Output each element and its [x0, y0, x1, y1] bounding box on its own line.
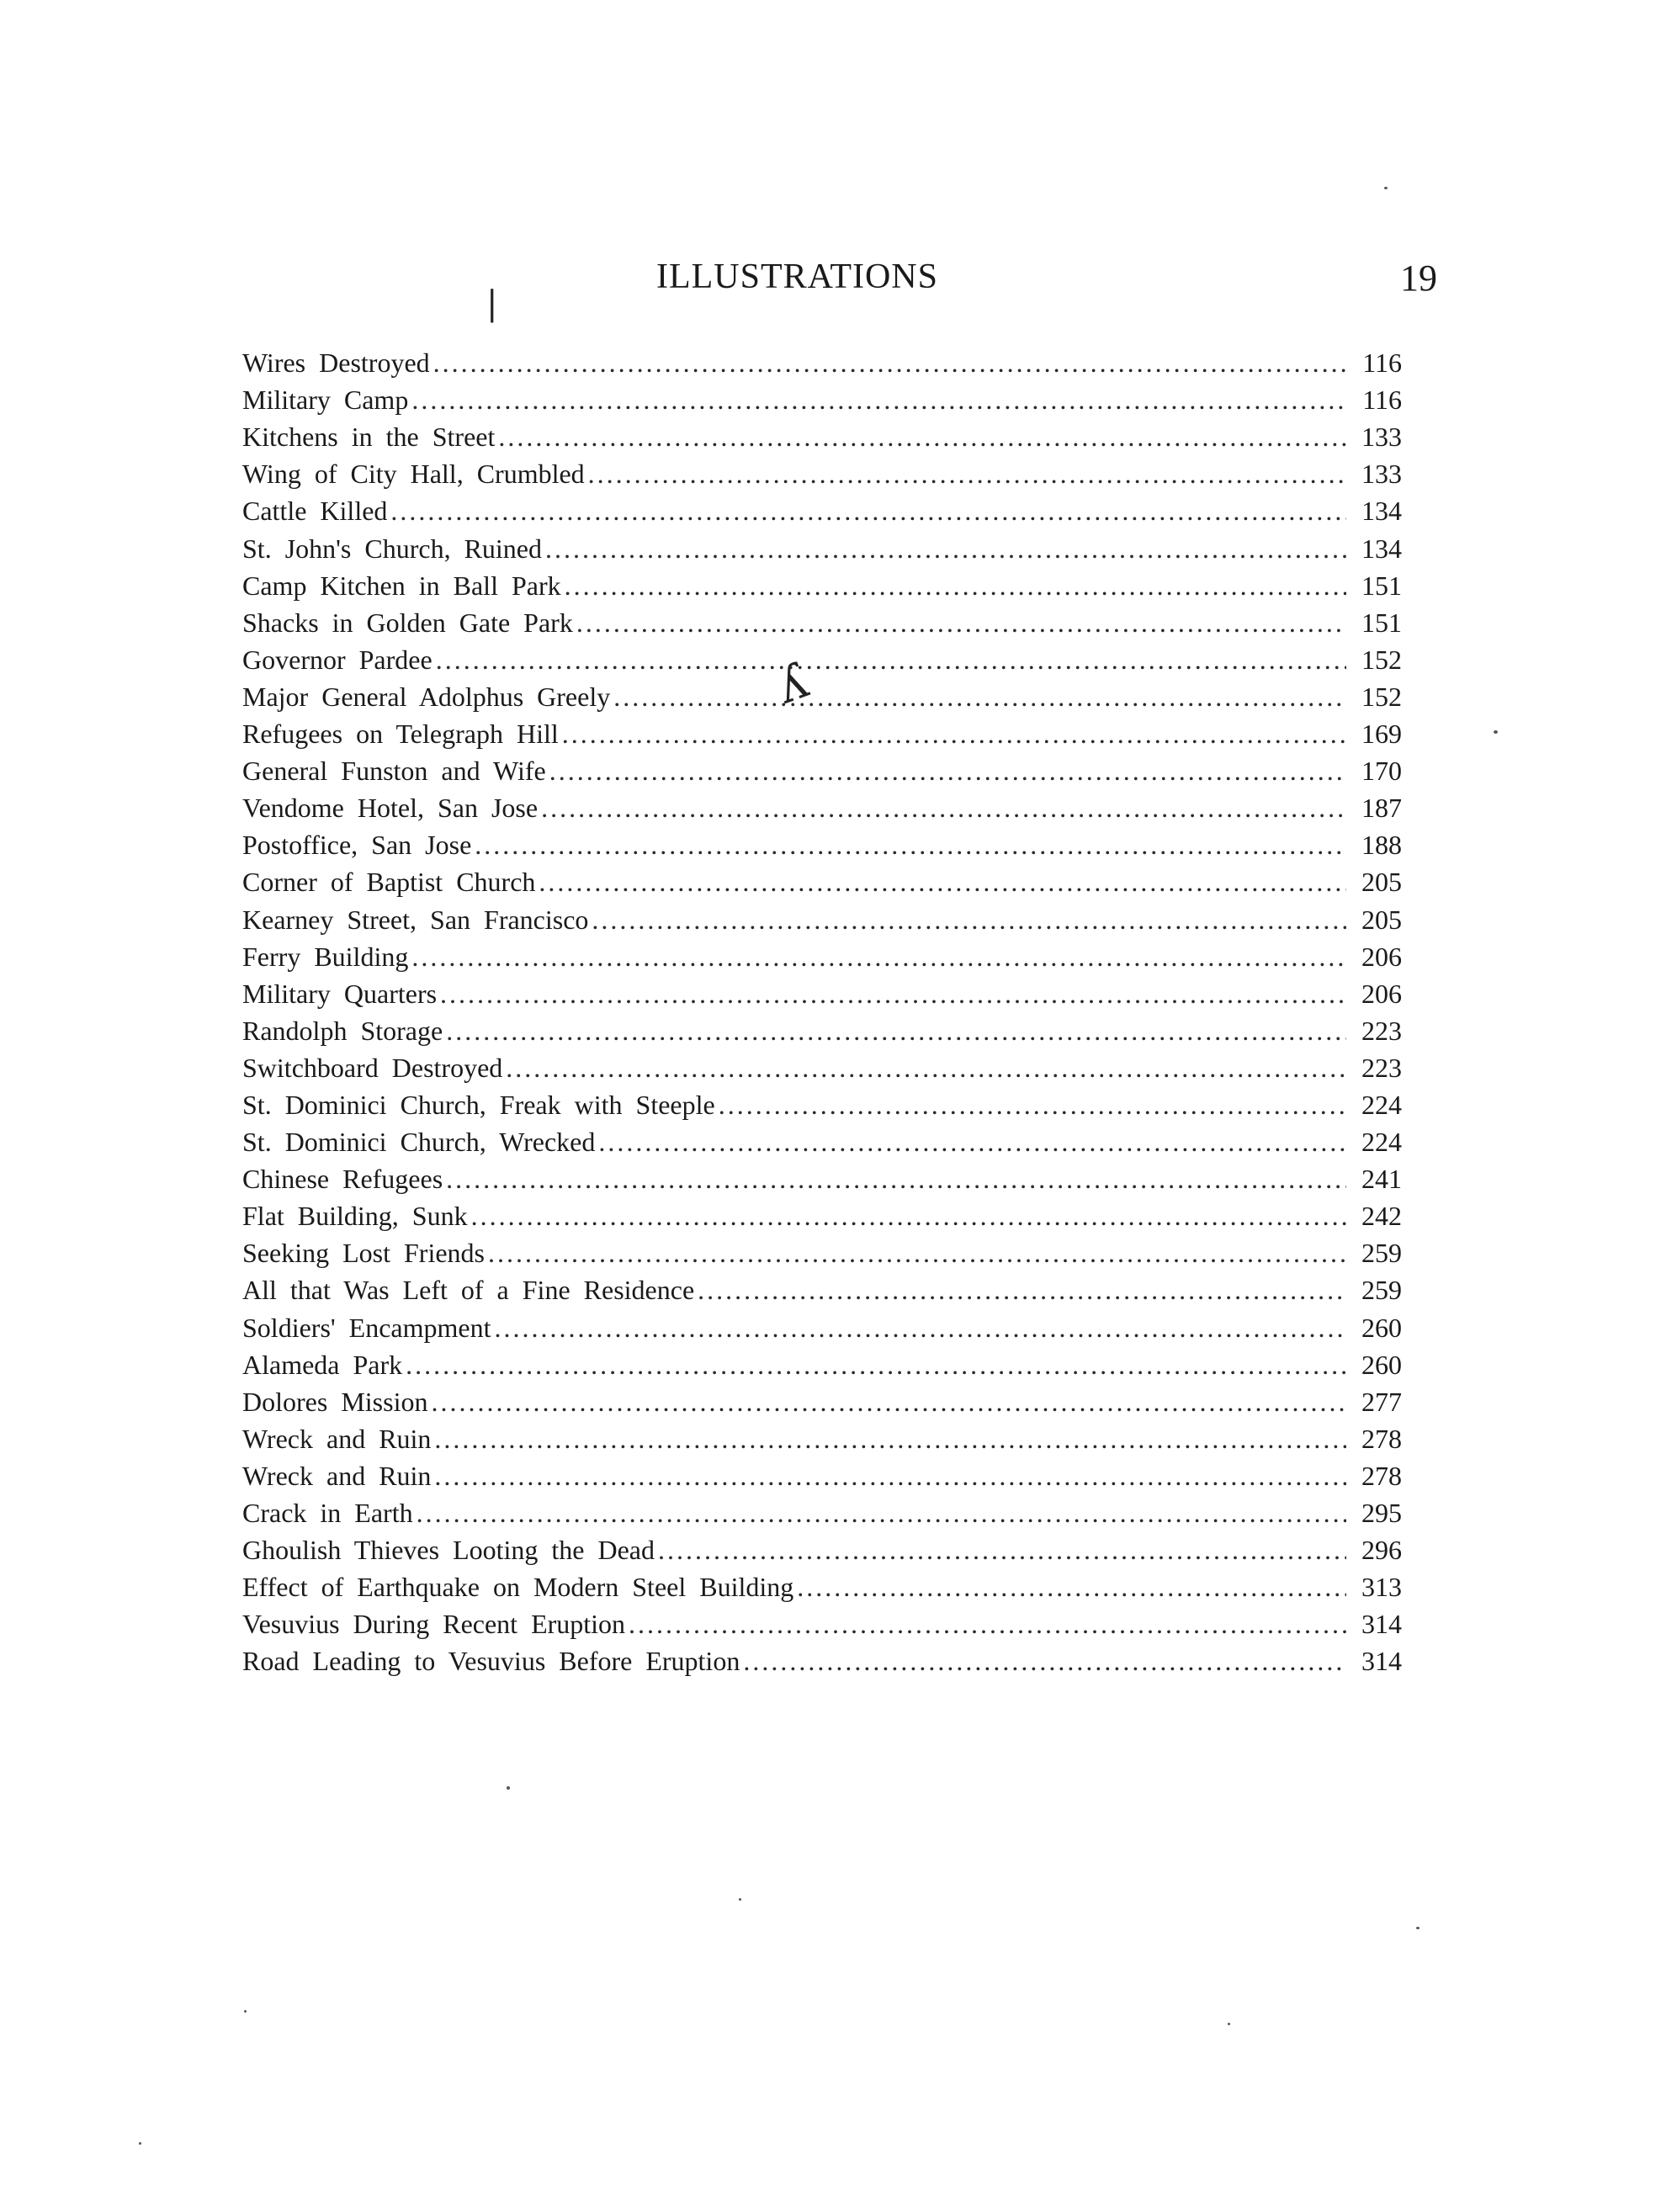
dot-leader [565, 570, 1346, 602]
dust-speck [1416, 1927, 1420, 1929]
illustrations-list [242, 342, 1402, 1677]
list-item [242, 1455, 1402, 1492]
list-item [242, 527, 1402, 564]
entry-page: 241 [1361, 1164, 1402, 1195]
list-item [242, 639, 1402, 676]
dot-leader [406, 1349, 1346, 1381]
entry-label: Military Camp [242, 385, 409, 416]
dot-leader [440, 978, 1346, 1010]
entry-label: St. Dominici Church, Freak with Steeple [242, 1089, 715, 1120]
list-item [242, 898, 1402, 935]
dot-leader [434, 1423, 1346, 1455]
entry-label: Governor Pardee [242, 644, 432, 675]
list-item [242, 824, 1402, 861]
list-item [242, 379, 1402, 416]
dot-leader [629, 1608, 1346, 1640]
entry-page: 314 [1361, 1646, 1402, 1677]
dot-leader [471, 1200, 1346, 1232]
entry-page: 259 [1361, 1275, 1402, 1306]
entry-label: Corner of Baptist Church [242, 867, 536, 898]
entry-page: 205 [1361, 867, 1402, 898]
entry-label: Ferry Building [242, 941, 409, 972]
dot-leader [588, 458, 1346, 490]
list-item [242, 1603, 1402, 1640]
list-item [242, 1566, 1402, 1603]
list-item [242, 1121, 1402, 1158]
dot-leader [498, 421, 1346, 453]
entry-page: 151 [1361, 607, 1402, 638]
list-item [242, 565, 1402, 602]
entry-label: Wreck and Ruin [242, 1423, 432, 1454]
dot-leader [592, 904, 1346, 936]
dot-leader [411, 941, 1346, 973]
entry-label: St. Dominici Church, Wrecked [242, 1127, 596, 1158]
entry-label: Refugees on Telegraph Hill [242, 719, 559, 750]
dot-leader [417, 1497, 1346, 1529]
entry-label: Soldiers' Encampment [242, 1312, 491, 1343]
entry-label: Wires Destroyed [242, 347, 430, 379]
pencil-scribble-mark: | [486, 284, 498, 323]
dot-leader [434, 1460, 1346, 1492]
entry-page: 116 [1362, 347, 1402, 379]
entry-page: 296 [1361, 1535, 1402, 1566]
entry-label: Vesuvius During Recent Eruption [242, 1609, 626, 1640]
dot-leader [541, 792, 1346, 824]
entry-label: Postoffice, San Jose [242, 830, 472, 861]
entry-page: 277 [1361, 1386, 1402, 1417]
entry-page: 314 [1361, 1609, 1402, 1640]
entry-label: Switchboard Destroyed [242, 1052, 503, 1083]
dot-leader [658, 1534, 1346, 1566]
entry-page: 206 [1361, 978, 1402, 1009]
dot-leader [613, 681, 1346, 713]
entry-label: Camp Kitchen in Ball Park [242, 570, 561, 601]
dot-leader [719, 1089, 1346, 1121]
entry-page: 242 [1361, 1201, 1402, 1232]
entry-label: Dolores Mission [242, 1386, 428, 1417]
list-item [242, 713, 1402, 750]
entry-page: 206 [1361, 941, 1402, 972]
entry-page: 188 [1361, 830, 1402, 861]
dot-leader [411, 384, 1346, 416]
dot-leader [698, 1274, 1346, 1306]
dust-speck [244, 2010, 247, 2013]
dot-leader [446, 1015, 1346, 1047]
entry-label: Road Leading to Vesuvius Before Eruption [242, 1646, 740, 1677]
list-item [242, 936, 1402, 973]
list-item [242, 973, 1402, 1010]
page-number: 19 [1400, 257, 1437, 299]
list-item [242, 1306, 1402, 1343]
list-item [242, 1640, 1402, 1677]
entry-page: 133 [1361, 422, 1402, 453]
entry-label: General Funston and Wife [242, 756, 546, 787]
entry-page: 187 [1361, 793, 1402, 824]
entry-label: Wing of City Hall, Crumbled [242, 459, 585, 490]
entry-page: 223 [1361, 1052, 1402, 1083]
entry-label: Alameda Park [242, 1349, 403, 1380]
entry-page: 151 [1361, 570, 1402, 601]
entry-page: 223 [1361, 1015, 1402, 1046]
list-item [242, 490, 1402, 527]
entry-label: Kearney Street, San Francisco [242, 904, 589, 935]
entry-label: St. John's Church, Ruined [242, 533, 542, 564]
dot-leader [549, 755, 1346, 787]
entry-label: Cattle Killed [242, 496, 388, 527]
entry-page: 152 [1361, 681, 1402, 712]
list-item [242, 1418, 1402, 1455]
entry-label: Randolph Storage [242, 1015, 443, 1046]
entry-page: 224 [1361, 1089, 1402, 1120]
running-title: ILLUSTRATIONS [656, 257, 938, 296]
entry-page: 260 [1361, 1312, 1402, 1343]
entry-label: Vendome Hotel, San Jose [242, 793, 539, 824]
list-item [242, 1047, 1402, 1084]
list-item [242, 750, 1402, 787]
dust-speck [1228, 2023, 1230, 2025]
entry-label: All that Was Left of a Fine Residence [242, 1275, 695, 1306]
entry-page: 295 [1361, 1498, 1402, 1528]
entry-page: 134 [1361, 533, 1402, 564]
dust-speck [139, 2142, 141, 2145]
list-item [242, 676, 1402, 713]
list-item [242, 416, 1402, 453]
entry-label: Crack in Earth [242, 1498, 413, 1528]
entry-label: Military Quarters [242, 978, 438, 1009]
entry-page: 259 [1361, 1238, 1402, 1269]
entry-page: 169 [1361, 719, 1402, 750]
list-item [242, 1084, 1402, 1121]
list-item [242, 1158, 1402, 1195]
entry-page: 278 [1361, 1423, 1402, 1454]
dot-leader [436, 644, 1346, 676]
list-item [242, 453, 1402, 490]
entry-label: Chinese Refugees [242, 1164, 443, 1195]
list-item [242, 1232, 1402, 1269]
entry-label: Effect of Earthquake on Modern Steel Building [242, 1572, 794, 1603]
dot-leader [743, 1645, 1346, 1677]
list-item [242, 1195, 1402, 1232]
entry-page: 152 [1361, 644, 1402, 675]
list-item [242, 861, 1402, 898]
dot-leader [475, 829, 1346, 861]
dust-speck [739, 1898, 741, 1901]
entry-label: Flat Building, Sunk [242, 1201, 468, 1232]
entry-label: Seeking Lost Friends [242, 1238, 485, 1269]
list-item [242, 1344, 1402, 1381]
dot-leader [488, 1237, 1346, 1269]
entry-page: 134 [1361, 496, 1402, 527]
dot-leader [506, 1052, 1346, 1084]
list-item [242, 1269, 1402, 1306]
entry-page: 260 [1361, 1349, 1402, 1380]
dot-leader [545, 533, 1346, 565]
dust-speck [1494, 730, 1498, 734]
list-item [242, 1492, 1402, 1529]
entry-label: Ghoulish Thieves Looting the Dead [242, 1535, 655, 1566]
list-item [242, 602, 1402, 639]
dot-leader [576, 607, 1346, 639]
dot-leader [598, 1126, 1346, 1158]
list-item [242, 1010, 1402, 1047]
entry-label: Shacks in Golden Gate Park [242, 607, 573, 638]
dot-leader [433, 347, 1346, 379]
dot-leader [446, 1163, 1346, 1195]
dot-leader [390, 495, 1346, 527]
entry-page: 313 [1361, 1572, 1402, 1603]
entry-label: Wreck and Ruin [242, 1460, 432, 1491]
dust-speck [507, 1786, 510, 1790]
entry-page: 133 [1361, 459, 1402, 490]
entry-page: 116 [1362, 385, 1402, 416]
list-item [242, 342, 1402, 379]
list-item [242, 1381, 1402, 1418]
pencil-scribble-mark: ʎ [769, 651, 815, 715]
dot-leader [494, 1312, 1346, 1344]
entry-page: 224 [1361, 1127, 1402, 1158]
dot-leader [562, 718, 1346, 750]
list-item [242, 787, 1402, 824]
entry-label: Kitchens in the Street [242, 422, 496, 453]
entry-page: 278 [1361, 1460, 1402, 1491]
dot-leader [539, 866, 1346, 898]
entry-page: 170 [1361, 756, 1402, 787]
entry-page: 205 [1361, 904, 1402, 935]
entry-label: Major General Adolphus Greely [242, 681, 611, 712]
dust-speck [1384, 187, 1388, 189]
list-item [242, 1529, 1402, 1566]
dot-leader [797, 1571, 1346, 1603]
dot-leader [431, 1386, 1346, 1418]
